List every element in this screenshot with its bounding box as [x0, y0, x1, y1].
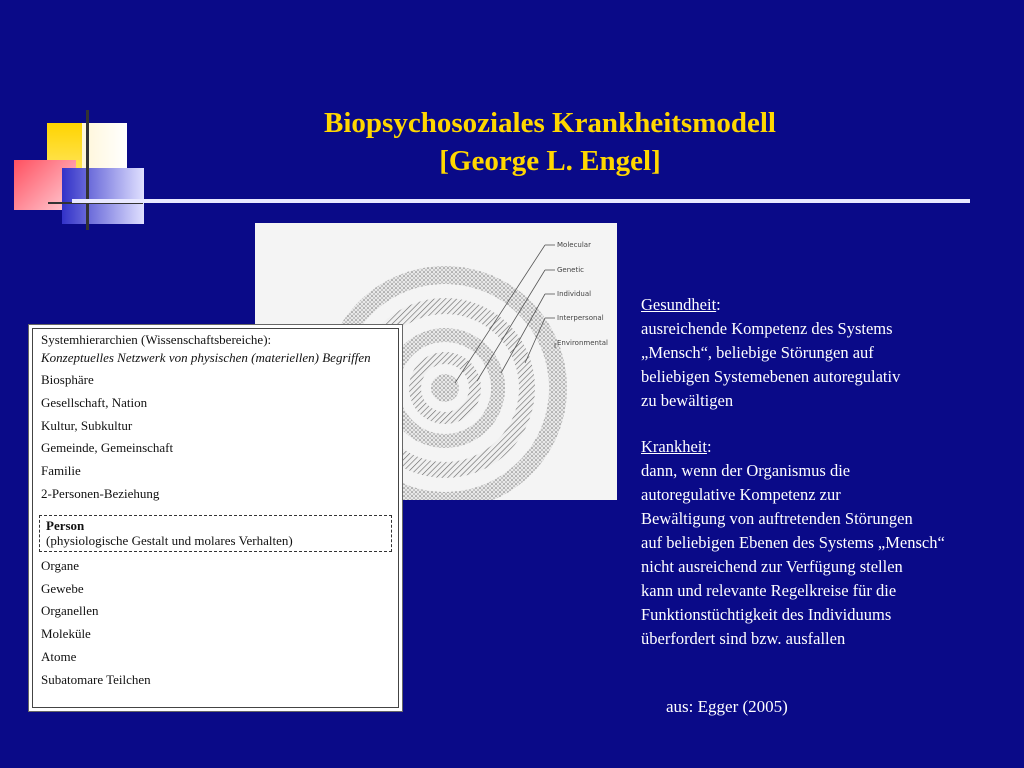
hierarchy-subheading: Konzeptuelles Netzwerk von physischen (materiellen) Begriffen [41, 350, 371, 365]
slide-title [250, 104, 850, 180]
health-line: ausreichende Kompetenz des Systems [641, 319, 893, 338]
label-interpersonal: Interpersonal [557, 314, 604, 322]
person-description: (physiologische Gestalt und molares Verhalten) [46, 532, 293, 548]
level-item: Familie [41, 463, 81, 479]
person-title: Person [46, 517, 85, 533]
illness-line: kann und relevante Regelkreise für die [641, 581, 897, 600]
system-hierarchy-box [28, 324, 403, 712]
level-item: Biosphäre [41, 372, 94, 387]
illness-line: Funktionstüchtigkeit des Individuums [641, 605, 892, 624]
lower-levels [41, 558, 390, 695]
level-item: Gemeinde, Gemeinschaft [41, 440, 174, 456]
level-item: Atome [41, 648, 77, 664]
illness-line: Bewältigung von auftretenden Störungen [641, 509, 913, 528]
health-line: „Mensch“, beliebige Störungen auf [641, 343, 874, 362]
label-environmental: Environmental [557, 339, 608, 347]
decor-blue-square [62, 168, 144, 224]
hierarchy-heading: Systemhierarchien (Wissenschaftsbereiche): [41, 332, 272, 347]
health-line: zu bewältigen [641, 391, 734, 410]
system-hierarchy-list [32, 328, 399, 708]
label-individual: Individual [557, 290, 592, 298]
level-item: 2-Personen-Beziehung [41, 485, 160, 501]
title-line-1: Biopsychosoziales Krankheitsmodell [324, 107, 776, 139]
ring-molecular [431, 374, 459, 402]
health-line: beliebigen Systemebenen autoregulativ [641, 367, 901, 386]
illness-line: autoregulative Kompetenz zur [641, 485, 841, 504]
level-item: Organe [41, 557, 80, 573]
level-item: Moleküle [41, 626, 91, 642]
health-title: Gesundheit [641, 295, 717, 314]
label-molecular: Molecular [557, 241, 591, 249]
level-item: Gewebe [41, 580, 84, 596]
decor-vertical-line [86, 110, 89, 230]
label-genetic: Genetic [557, 266, 585, 274]
illness-heading [641, 435, 1021, 459]
illness-line: auf beliebigen Ebenen des Systems „Mensch“ [641, 533, 945, 552]
illness-line: dann, wenn der Organismus die [641, 461, 851, 480]
title-divider [72, 199, 970, 203]
illness-line: überfordert sind bzw. ausfallen [641, 629, 846, 648]
illness-colon: : [706, 437, 712, 456]
level-item: Gesellschaft, Nation [41, 394, 148, 410]
upper-levels [41, 372, 390, 509]
person-level-box [39, 515, 392, 552]
level-item: Kultur, Subkultur [41, 417, 133, 433]
source-citation: aus: Egger (2005) [666, 697, 788, 716]
health-colon: : [716, 295, 721, 314]
definitions-text [641, 293, 1021, 651]
level-item: Subatomare Teilchen [41, 671, 151, 687]
health-heading [641, 293, 1021, 317]
section-gap [641, 413, 1021, 435]
level-item: Organellen [41, 603, 99, 619]
illness-line: nicht ausreichend zur Verfügung stellen [641, 557, 903, 576]
illness-title: Krankheit [641, 437, 707, 456]
title-line-2: [George L. Engel] [439, 145, 661, 177]
